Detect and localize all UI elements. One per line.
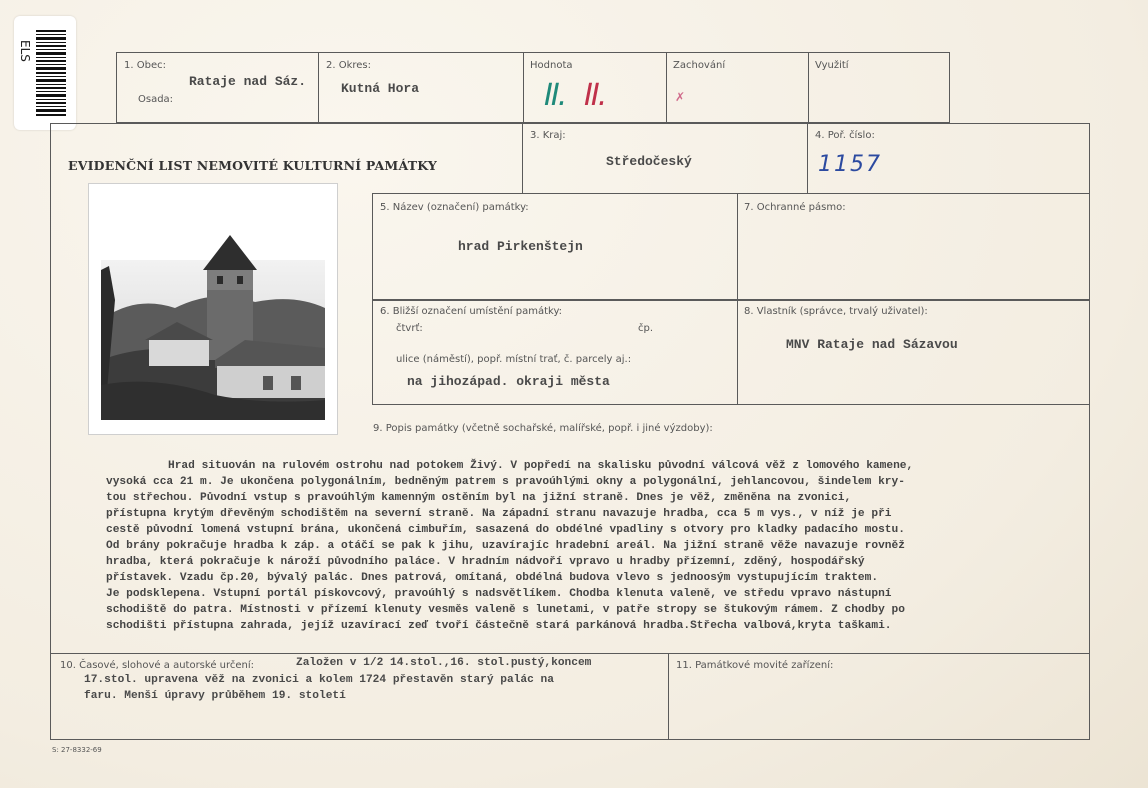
popis-line: schodišti přístupna zahrada, jejíž uzavírací zeď tvoří částečně stará parkánová hradba.Střecha valbová,kryta taškami.	[106, 620, 892, 632]
nazev-label: 5. Název (označení) památky:	[380, 202, 529, 213]
obec-value: Rataje nad Sáz.	[189, 74, 307, 89]
zachovani-label: Zachování	[673, 60, 726, 71]
popis-line: přístupna krytým dřevěným schodištěm na severní straně. Na západní stranu navazuje hradba, cca 5 m vys., v níž je při	[106, 508, 892, 520]
umisteni-label: 6. Bližší označení umístění památky:	[380, 306, 563, 317]
kraj-label: 3. Kraj:	[530, 130, 566, 141]
monument-photo	[88, 183, 338, 435]
casove-label: 10. Časové, slohové a autorské určení:	[60, 660, 255, 671]
vyuziti-label: Využití	[815, 60, 849, 71]
popis-label: 9. Popis památky (včetně sochařské, malířské, popř. i jiné výzdoby):	[373, 423, 713, 434]
kraj-value: Středočeský	[606, 154, 692, 169]
castle-photo-image	[95, 190, 331, 426]
popis-line: schodiště do patra. Místnosti v přízemí klenuty vesměs valeně s lunetami, v patře stropy se štukovým rámem. Z chodby po	[106, 604, 905, 616]
osada-label: Osada:	[138, 94, 174, 105]
popis-line: Hrad situován na rulovém ostrohu nad potokem Živý. V popředí na skalisku původní válcová věž z lomového kamene,	[168, 460, 914, 472]
zachovani-mark: ✗	[675, 90, 686, 104]
vlastnik-value: MNV Rataje nad Sázavou	[786, 337, 958, 352]
hodnota-value-red: II.	[584, 78, 606, 113]
casove-line-3: faru. Menší úpravy průběhem 19. století	[84, 690, 346, 702]
ctvrt-label: čtvrť:	[396, 323, 423, 334]
popis-line: Od brány pokračuje hradba k záp. a otáčí se pak k jihu, uzavírajíc hradební areál. Na jižní straně věže navazuje rovněž	[106, 540, 905, 552]
hodnota-label: Hodnota	[530, 60, 573, 71]
cp-label: čp.	[638, 323, 654, 334]
umisteni-value: na jihozápad. okraji města	[407, 374, 610, 389]
casove-line-2: 17.stol. upravena věž na zvonici a kolem 1724 přestavěn starý palác na	[84, 674, 554, 686]
okres-label: 2. Okres:	[326, 60, 372, 71]
popis-line: vysoká cca 21 m. Je ukončena polygonálním, bedněným patrem s pravoúhlými okny a polygonální, jehlancovou, šindelem kry-	[106, 476, 905, 488]
popis-line: přístavek. Vzadu čp.20, bývalý palác. Dnes patrová, omítaná, obdélná budova vlevo s jednoosým vystupujícím traktem.	[106, 572, 879, 584]
por-cislo-value: 1157	[818, 152, 882, 177]
barcode-icon	[36, 30, 66, 118]
barcode-label	[14, 16, 76, 130]
nazev-value: hrad Pirkenštejn	[458, 239, 583, 254]
form-title: EVIDENČNÍ LIST NEMOVITÉ KULTURNÍ PAMÁTKY	[68, 158, 438, 173]
popis-line: hradba, která pokračuje k nároží původního paláce. V hradním nádvoří vpravo u hradby přízemní, zděný, hospodářský	[106, 556, 865, 568]
popis-line: tou střechou. Původní vstup s pravoúhlým kamenným ostěním byl na jižní straně. Dnes je věž, změněna na zvonici,	[106, 492, 852, 504]
obec-label: 1. Obec:	[124, 60, 166, 71]
ochranne-pasmo-label: 7. Ochranné pásmo:	[744, 202, 846, 213]
ulice-label: ulice (náměstí), popř. místní trať, č. parcely aj.:	[396, 354, 632, 365]
movite-label: 11. Památkové movité zařízení:	[676, 660, 834, 671]
form-code: S: 27-8332-69	[52, 746, 102, 754]
hodnota-value-green: II.	[544, 78, 566, 113]
popis-line: Je podsklepena. Vstupní portál pískovcový, pravoúhlý s nadsvětlíkem. Chodba klenuta valeně, ve středu vpravo nástupní	[106, 588, 892, 600]
popis-line: cestě původní lomená vstupní brána, ukončená cimbuřím, sasazená do obdélné vpadliny s otvory pro kladky padacího mostu.	[106, 524, 905, 536]
barcode-text: ELS	[18, 40, 32, 62]
por-cislo-label: 4. Poř. číslo:	[815, 130, 875, 141]
vlastnik-label: 8. Vlastník (správce, trvalý uživatel):	[744, 306, 928, 317]
okres-value: Kutná Hora	[341, 81, 420, 96]
casove-line-1: Založen v 1/2 14.stol.,16. stol.pustý,koncem	[296, 657, 592, 669]
